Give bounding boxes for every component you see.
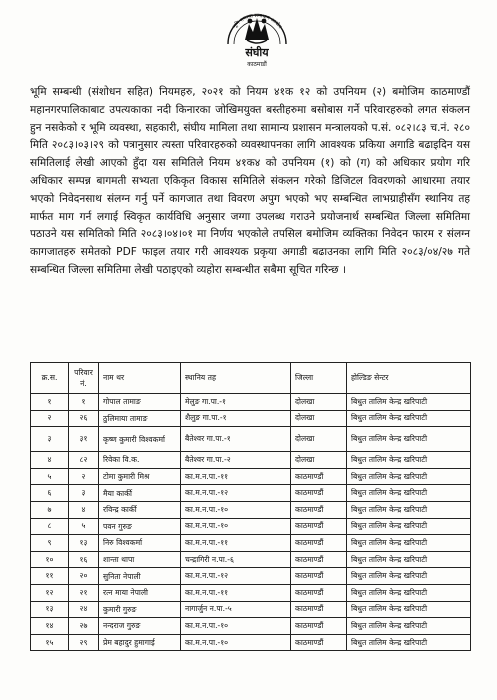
cell-serial: ६ [31, 485, 69, 502]
cell-name: टोमा कुमारी मिश्र [99, 468, 181, 485]
cell-serial: १४ [31, 618, 69, 635]
cell-name: रिवेका वि.क. [99, 452, 181, 469]
cell-holding-center: बिधुत तालिम केन्द्र खरिपाटी [347, 634, 471, 651]
cell-family-no: १६ [69, 551, 99, 568]
cell-family-no: ५ [69, 518, 99, 535]
cell-holding-center: बिधुत तालिम केन्द्र खरिपाटी [347, 427, 471, 452]
cell-local-level: का.म.न.पा.-१० [181, 634, 291, 651]
cell-local-level: का.म.न.पा.-११ [181, 535, 291, 552]
cell-district: दोलखा [291, 427, 347, 452]
cell-family-no: १३ [69, 535, 99, 552]
cell-holding-center: बिधुत तालिम केन्द्र खरिपाटी [347, 584, 471, 601]
cell-name: कुमारी गुरुङ [99, 601, 181, 618]
cell-name: शान्ता थापा [99, 551, 181, 568]
col-header-family-no: परिवार नं. [69, 363, 99, 394]
cell-serial: १२ [31, 584, 69, 601]
cell-serial: १ [31, 394, 69, 411]
cell-family-no: २६ [69, 410, 99, 427]
cell-family-no: २० [69, 568, 99, 585]
cell-district: काठमाण्डौं [291, 634, 347, 651]
table-header-row [31, 363, 471, 394]
cell-name: निरु विश्वकर्मा [99, 535, 181, 552]
table-row [31, 584, 471, 601]
col-header-local-level: स्थानिय तह [181, 363, 291, 394]
cell-name: ठुलिमाया तामाङ [99, 410, 181, 427]
cell-district: दोलखा [291, 452, 347, 469]
cell-serial: २ [31, 410, 69, 427]
cell-serial: ४ [31, 452, 69, 469]
cell-district: काठमाण्डौं [291, 518, 347, 535]
table-row [31, 468, 471, 485]
cell-serial: ५ [31, 468, 69, 485]
cell-name: मैया कार्की [99, 485, 181, 502]
cell-district: काठमाण्डौं [291, 601, 347, 618]
cell-serial: ८ [31, 518, 69, 535]
cell-family-no: १ [69, 394, 99, 411]
table-row [31, 618, 471, 635]
col-header-holding-center: होल्डिङ सेन्टर [347, 363, 471, 394]
cell-local-level: का.म.न.पा.-१० [181, 618, 291, 635]
cell-family-no: २९ [69, 634, 99, 651]
cell-local-level: का.म.न.पा.-१२ [181, 485, 291, 502]
cell-local-level: बैतेश्वर गा.पा.-१ [181, 427, 291, 452]
notice-body-text: भूमि सम्बन्धी (संशोधन सहित) नियमहरु, २०२१ को नियम ४१क १२ को उपनियम (२) बमोजिम काठमाण्डौं महानगरपालिकाबाट उपत्यकाका नदी किनारका जोखिमयुक्त बस्तीहरुमा बसोबास गर्ने परिवारहरुको लगत संकलन हुन नसकेको र भूमि व्यवस्था, सहकारी, संघीय मामिला तथा सामान्य प्रशासन मन्त्रालयको प.सं. ०८२।८३ च.नं. २८० मिति २०८३।०३।२९ को पत्रानुसार त्यस्ता परिवारहरुको व्यवस्थापनका लागि आवश्यक प्रकिया अगाडि बढाइदिन यस समितिलाई लेखी आएको हुँदा यस समितिले नियम ४१क४ को उपनियम (१) को (ग) को अधिकार प्रयोग गरि अधिकार सम्पन्न बागमती सभ्यता एकिकृत विकास समितिले संकलन गरेको डिजिटल विवरणको आधारमा तयार भएको निवेदनसाथ संलग्न गर्नु पर्ने कागजात तथा विवरण अपुग भएको भए सम्बन्धित लाभग्राहीसँग स्थानिय तह मार्फत माग गर्न लगाई स्विकृत कार्यविधि अनुसार जग्गा उपलब्ध गराउने प्रयोजनार्थ सम्बन्धित जिल्ला समितिमा पठाउने यस समितिको मिति २०८३।०४।०१ मा निर्णय भएकोले तपसिल बमोजिम व्यक्तिका निवेदन फारम र संलग्न कागजातहरु समेतको PDF फाइल तयार गरी आवश्यक प्रकृया अगाडी बढाउनका लागि मिति २०८३/०४/२७ गते सम्बन्धित जिल्ला समितिमा लेखी पठाइएको व्यहोरा सम्बन्धीत सबैमा सूचित गरिन्छ । [30, 86, 470, 276]
cell-holding-center: बिधुत तालिम केन्द्र खरिपाटी [347, 568, 471, 585]
cell-name: रत्न माया नेपाली [99, 584, 181, 601]
cell-local-level: का.म.न.पा.-१० [181, 501, 291, 518]
cell-local-level: का.म.न.पा.-१२ [181, 568, 291, 585]
cell-name: पवन गुरुङ [99, 518, 181, 535]
cell-serial: ९ [31, 535, 69, 552]
cell-local-level: चन्द्रागिरी न.पा.-६ [181, 551, 291, 568]
beneficiary-table [30, 362, 471, 651]
table-row [31, 452, 471, 469]
cell-family-no: २ [69, 468, 99, 485]
table-row [31, 634, 471, 651]
cell-district: काठमाण्डौं [291, 501, 347, 518]
cell-holding-center: बिधुत तालिम केन्द्र खरिपाटी [347, 452, 471, 469]
svg-text:भूमि समस्या समाधान आयोग: भूमि समस्या समाधान आयोग [231, 12, 283, 30]
table-row [31, 485, 471, 502]
seal-location: काठमाडौं [247, 61, 267, 68]
cell-name: गोपाल तामाङ [99, 394, 181, 411]
table-row [31, 551, 471, 568]
cell-district: दोलखा [291, 410, 347, 427]
cell-family-no: ८२ [69, 452, 99, 469]
cell-local-level: का.म.न.पा.-११ [181, 584, 291, 601]
cell-name: प्रेम बहादुर हुमागाई [99, 634, 181, 651]
cell-name: कृष्ण कुमारी विश्वकर्मा [99, 427, 181, 452]
cell-district: काठमाण्डौं [291, 468, 347, 485]
table-row [31, 601, 471, 618]
col-header-district: जिल्ला [291, 363, 347, 394]
table-row [31, 394, 471, 411]
cell-holding-center: बिधुत तालिम केन्द्र खरिपाटी [347, 601, 471, 618]
cell-local-level: का.म.न.पा.-१० [181, 518, 291, 535]
cell-holding-center: बिधुत तालिम केन्द्र खरिपाटी [347, 485, 471, 502]
cell-serial: ७ [31, 501, 69, 518]
cell-district: काठमाण्डौं [291, 485, 347, 502]
cell-serial: ३ [31, 427, 69, 452]
cell-district: काठमाण्डौं [291, 618, 347, 635]
table-row [31, 501, 471, 518]
seal-label: संघीय [245, 46, 269, 59]
cell-serial: १३ [31, 601, 69, 618]
cell-family-no: २४ [69, 601, 99, 618]
cell-district: काठमाण्डौं [291, 584, 347, 601]
table-row [31, 427, 471, 452]
cell-local-level: नागार्जुन न.पा.-५ [181, 601, 291, 618]
table-row [31, 518, 471, 535]
cell-holding-center: बिधुत तालिम केन्द्र खरिपाटी [347, 410, 471, 427]
cell-district: काठमाण्डौं [291, 568, 347, 585]
table-row [31, 535, 471, 552]
cell-local-level: शैलुङ गा.पा.-१ [181, 410, 291, 427]
cell-family-no: २१ [69, 584, 99, 601]
national-emblem-icon [245, 18, 269, 43]
cell-district: दोलखा [291, 394, 347, 411]
cell-district: काठमाण्डौं [291, 535, 347, 552]
cell-family-no: ३१ [69, 427, 99, 452]
cell-local-level: बैतेश्वर गा.पा.-२ [181, 452, 291, 469]
cell-holding-center: बिधुत तालिम केन्द्र खरिपाटी [347, 535, 471, 552]
cell-holding-center: बिधुत तालिम केन्द्र खरिपाटी [347, 518, 471, 535]
cell-holding-center: बिधुत तालिम केन्द्र खरिपाटी [347, 551, 471, 568]
table-row [31, 568, 471, 585]
col-header-serial: क्र.स. [31, 363, 69, 394]
cell-serial: १० [31, 551, 69, 568]
emblem-seal [218, 4, 296, 76]
cell-family-no: ३ [69, 485, 99, 502]
cell-name: रविन्द्र कार्की [99, 501, 181, 518]
cell-serial: ११ [31, 568, 69, 585]
cell-local-level: मेलुङ गा.पा.-१ [181, 394, 291, 411]
col-header-name: नाम थर [99, 363, 181, 394]
cell-holding-center: बिधुत तालिम केन्द्र खरिपाटी [347, 618, 471, 635]
cell-name: नन्दराज गुरुङ [99, 618, 181, 635]
table-row [31, 410, 471, 427]
cell-family-no: ४ [69, 501, 99, 518]
cell-holding-center: बिधुत तालिम केन्द्र खरिपाटी [347, 394, 471, 411]
cell-holding-center: बिधुत तालिम केन्द्र खरिपाटी [347, 501, 471, 518]
cell-district: काठमाण्डौं [291, 551, 347, 568]
cell-name: सुनिता नेपाली [99, 568, 181, 585]
cell-holding-center: बिधुत तालिम केन्द्र खरिपाटी [347, 468, 471, 485]
cell-serial: १५ [31, 634, 69, 651]
cell-family-no: २७ [69, 618, 99, 635]
cell-local-level: का.म.न.पा.-११ [181, 468, 291, 485]
